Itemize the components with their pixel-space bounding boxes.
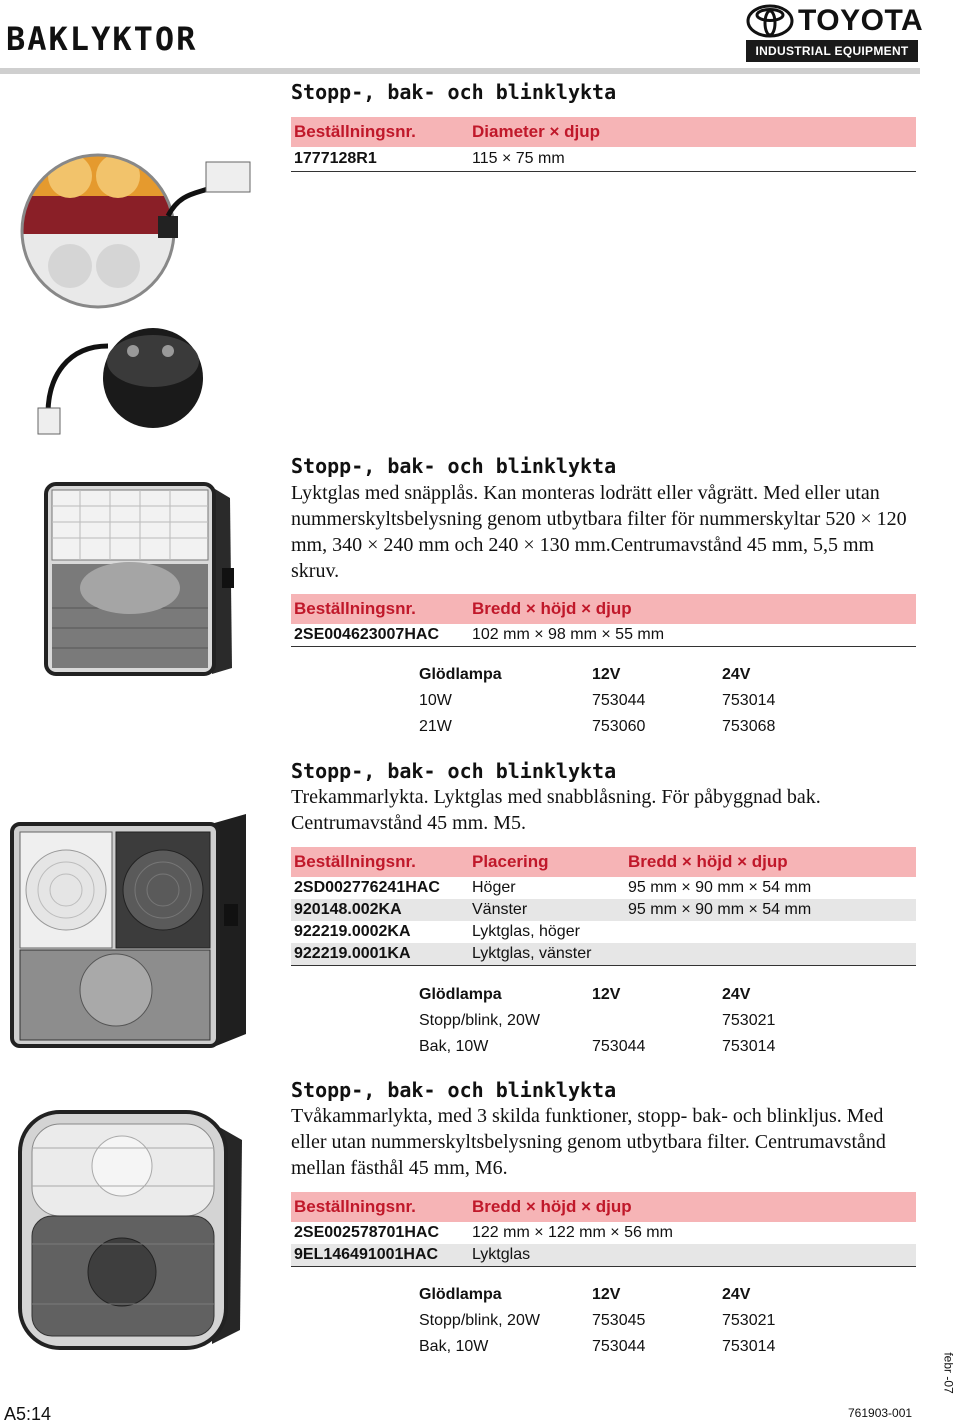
- dimension-value: 102 mm × 98 mm × 55 mm: [472, 626, 665, 643]
- order-table: [291, 1192, 916, 1267]
- section-heading: Stopp-, bak- och blinklykta: [291, 1078, 617, 1102]
- bulb-column-header: Glödlampa: [419, 986, 502, 1003]
- section-heading: Stopp-, bak- och blinklykta: [291, 759, 617, 783]
- table-header: [291, 594, 916, 624]
- bulb-12v: 753044: [592, 1338, 646, 1355]
- bulb-type: 10W: [419, 692, 452, 709]
- bulb-table: [419, 662, 839, 740]
- order-table: [291, 594, 916, 647]
- order-number: 920148.002KA: [294, 901, 402, 918]
- placement-value: Vänster: [472, 901, 528, 918]
- section-description: Tvåkammarlykta, med 3 skilda funktioner, stopp- bak- och blinkljus. Med eller utan nummerskyltsbelysning genom utbytbara filter. Centrumavstånd mellan fästhål 45 mm, M6.: [291, 1105, 886, 1179]
- table-header: [291, 1192, 916, 1222]
- bulb-column-header: 12V: [592, 986, 621, 1003]
- bulb-12v: 753044: [592, 692, 646, 709]
- column-header: Beställningsnr.: [294, 599, 416, 618]
- bulb-row: [419, 688, 839, 714]
- bulb-12v: 753044: [592, 1038, 646, 1055]
- bulb-24v: 753014: [722, 1038, 776, 1055]
- column-header: Beställningsnr.: [294, 1197, 416, 1216]
- bulb-type: Stopp/blink, 20W: [419, 1312, 540, 1329]
- table-row: [291, 899, 916, 921]
- bulb-type: Bak, 10W: [419, 1038, 489, 1055]
- table-row: [291, 921, 916, 943]
- bulb-column-header: 12V: [592, 666, 621, 683]
- toyota-logo: [746, 4, 924, 60]
- bulb-column-header: 24V: [722, 986, 751, 1003]
- bulb-header: [419, 1282, 839, 1308]
- bulb-column-header: 12V: [592, 1286, 621, 1303]
- placement-value: Lyktglas, vänster: [472, 945, 592, 962]
- edition-date-text: febr -07: [941, 1352, 956, 1394]
- bulb-row: [419, 1334, 839, 1360]
- order-number: 2SE002578701HAC: [294, 1224, 439, 1241]
- bulb-24v: 753014: [722, 692, 776, 709]
- column-header: Bredd × höjd × djup: [472, 599, 632, 618]
- bulb-header: [419, 982, 839, 1008]
- order-number: 2SE004623007HAC: [294, 626, 439, 643]
- order-number: 1777128R1: [294, 150, 377, 167]
- dimension-value: Lyktglas: [472, 1246, 531, 1263]
- table-divider: [291, 1266, 916, 1267]
- bulb-column-header: Glödlampa: [419, 666, 502, 683]
- bulb-type: Stopp/blink, 20W: [419, 1012, 540, 1029]
- dimension-value: 95 mm × 90 mm × 54 mm: [628, 901, 812, 918]
- round-lamp-image: [8, 146, 270, 446]
- logo-subline: INDUSTRIAL EQUIPMENT: [746, 40, 918, 62]
- bulb-row: [419, 1308, 839, 1334]
- placement-value: Höger: [472, 879, 516, 896]
- bulb-row: [419, 1008, 839, 1034]
- bulb-table: [419, 982, 839, 1060]
- section-description: Lyktglas med snäpplås. Kan monteras lodrätt eller vågrätt. Med eller utan nummerskyltsbelysning genom utbytbara filter för nummerskyltar 520 × 120 mm, 340 × 240 mm och 240 × 130 mm.Centrumavstånd 45 mm, 5,5 mm skruv.: [291, 482, 907, 582]
- order-table: [291, 847, 916, 966]
- table-row: [291, 1222, 916, 1244]
- table-row: [291, 624, 916, 646]
- dimension-value: 115 × 75 mm: [472, 150, 565, 167]
- page-reference: A5:14: [4, 1404, 52, 1424]
- two-chamber-lamp-image: [14, 1104, 254, 1354]
- dimension-value: 95 mm × 90 mm × 54 mm: [628, 879, 812, 896]
- column-header: Placering: [472, 852, 549, 871]
- order-number: 922219.0002KA: [294, 923, 411, 940]
- order-number: 2SD002776241HAC: [294, 879, 440, 896]
- section-heading: Stopp-, bak- och blinklykta: [291, 80, 617, 104]
- dimension-value: 122 mm × 122 mm × 56 mm: [472, 1224, 673, 1241]
- bulb-column-header: 24V: [722, 1286, 751, 1303]
- bulb-row: [419, 714, 839, 740]
- bulb-column-header: Glödlampa: [419, 1286, 502, 1303]
- column-header: Bredd × höjd × djup: [472, 1197, 632, 1216]
- order-number: 922219.0001KA: [294, 945, 411, 962]
- table-row: [291, 147, 916, 171]
- bulb-row: [419, 1034, 839, 1060]
- column-header: Beställningsnr.: [294, 852, 416, 871]
- edition-date: [941, 1350, 958, 1400]
- order-table: [291, 117, 916, 172]
- bulb-type: 21W: [419, 718, 452, 735]
- bulb-24v: 753068: [722, 718, 776, 735]
- section-heading: Stopp-, bak- och blinklykta: [291, 454, 617, 478]
- bulb-12v: 753045: [592, 1312, 646, 1329]
- column-header: Diameter × djup: [472, 122, 601, 141]
- placement-value: Lyktglas, höger: [472, 923, 580, 940]
- bulb-type: Bak, 10W: [419, 1338, 489, 1355]
- table-divider: [291, 171, 916, 172]
- table-divider: [291, 965, 916, 966]
- table-divider: [291, 646, 916, 647]
- table-row: [291, 943, 916, 965]
- table-header: [291, 847, 916, 877]
- logo-brand: TOYOTA: [798, 4, 924, 37]
- page-title: BAKLYKTOR: [6, 20, 198, 58]
- header-rule: [0, 68, 920, 74]
- bulb-header: [419, 662, 839, 688]
- three-chamber-lamp-image: [6, 784, 256, 1054]
- order-number: 9EL146491001HAC: [294, 1246, 439, 1263]
- column-header: Bredd × höjd × djup: [628, 852, 788, 871]
- column-header: Beställningsnr.: [294, 122, 416, 141]
- bulb-12v: 753060: [592, 718, 646, 735]
- toyota-emblem-icon: [746, 4, 794, 38]
- table-row: [291, 877, 916, 899]
- rectangular-lamp-image: [40, 478, 240, 678]
- document-number: 761903-001: [848, 1406, 913, 1420]
- bulb-24v: 753021: [722, 1012, 776, 1029]
- section-description: Trekammarlykta. Lyktglas med snabblåsning. För påbyggnad bak. Centrumavstånd 45 mm. M5.: [291, 786, 821, 834]
- table-header: [291, 117, 916, 147]
- bulb-24v: 753014: [722, 1338, 776, 1355]
- table-row: [291, 1244, 916, 1266]
- bulb-24v: 753021: [722, 1312, 776, 1329]
- bulb-column-header: 24V: [722, 666, 751, 683]
- bulb-table: [419, 1282, 839, 1360]
